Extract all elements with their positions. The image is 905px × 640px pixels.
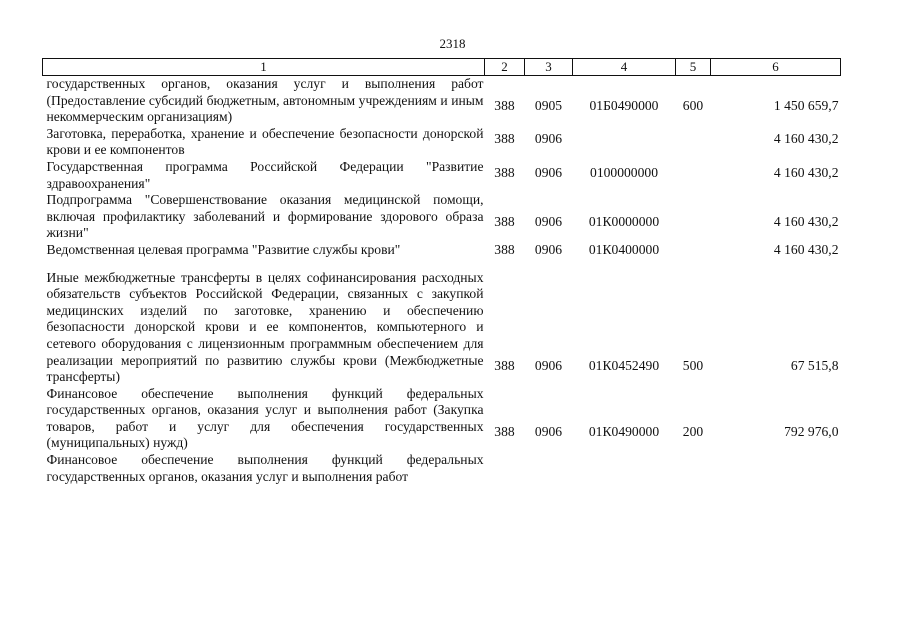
table-row: [43, 159, 841, 192]
column-header-csr: 4: [573, 59, 676, 76]
budget-table: [42, 58, 841, 485]
row-csr: 01К0000000: [588, 214, 660, 230]
row-name: государственных органов, оказания услуг и выполнения работ (Предоставление субсидий бюджетным, автономным учреждениям и иным некоммерческим организациям): [46, 76, 484, 125]
table-row: [43, 76, 841, 126]
row-ved: 388: [494, 424, 515, 440]
row-vr: [676, 242, 711, 270]
row-csr: 01К0490000: [588, 424, 660, 440]
row-ved: [485, 452, 525, 485]
column-header-vr: 5: [676, 59, 711, 76]
row-ved: 388: [494, 358, 515, 374]
row-sum: [711, 452, 841, 485]
table-row: [43, 270, 841, 386]
row-sum: 4 160 430,2: [773, 164, 839, 180]
row-ved: 388: [494, 98, 515, 114]
table-row: [43, 386, 841, 452]
row-name: Подпрограмма "Совершенствование оказания медицинской помощи, включая профилактику заболеваний и формирование здорового образа жизни": [46, 192, 484, 241]
row-rz: 0906: [534, 164, 563, 180]
row-name: Финансовое обеспечение выполнения функций федеральных государственных органов, оказания услуг и выполнения работ (Закупка товаров, работ и услуг для обеспечения государственных (муниципальных) нужд): [46, 385, 484, 451]
row-csr: 01К0452490: [588, 358, 660, 374]
row-rz: 0906: [534, 214, 563, 230]
row-name: Финансовое обеспечение выполнения функций федеральных государственных органов, оказания услуг и выполнения работ: [46, 452, 484, 484]
row-name: Государственная программа Российской Федерации "Развитие здравоохранения": [46, 158, 484, 191]
column-header-sum: 6: [711, 59, 841, 76]
table-row: [43, 242, 841, 270]
column-header-row: [43, 59, 841, 76]
column-header-name: 1: [43, 59, 485, 76]
row-sum: 67 515,8: [790, 358, 839, 374]
row-sum: 4 160 430,2: [773, 214, 839, 230]
row-vr: [676, 452, 711, 485]
row-rz: 0906: [534, 424, 563, 440]
row-csr: 01Б0490000: [589, 98, 659, 114]
column-header-ved: 2: [485, 59, 525, 76]
row-csr: [573, 126, 676, 159]
row-name: Ведомственная целевая программа "Развитие службы крови": [46, 241, 401, 257]
row-name: Заготовка, переработка, хранение и обеспечение безопасности донорской крови и ее компонентов: [46, 125, 484, 158]
row-rz: 0905: [534, 98, 563, 114]
table-row: [43, 192, 841, 242]
column-header-rz: 3: [525, 59, 573, 76]
row-sum: 792 976,0: [784, 424, 839, 440]
row-name: Иные межбюджетные трансферты в целях софинансирования расходных обязательств субъектов Российской Федерации, связанных с закупкой медицинских изделий по заготовке, хранению и обеспечению безопасности донорской крови и ее компонентов, компьютерного и сетевого оборудования с лицензионным программным обеспечением для реализации мероприятий по развитию службы крови (Межбюджетные трансферты): [46, 269, 484, 385]
row-ved: 388: [494, 241, 515, 257]
table-row: [43, 452, 841, 485]
row-vr: 500: [682, 358, 704, 374]
row-rz: 0906: [534, 358, 563, 374]
row-vr: 600: [682, 98, 704, 114]
row-ved: 388: [494, 214, 515, 230]
row-csr: [573, 452, 676, 485]
row-ved: 388: [494, 164, 515, 180]
row-rz: 0906: [534, 241, 563, 257]
row-vr: [676, 159, 711, 192]
row-rz: 0906: [534, 131, 563, 147]
row-vr: [676, 192, 711, 242]
row-vr: 200: [682, 424, 704, 440]
row-rz: [525, 452, 573, 485]
row-sum: 4 160 430,2: [773, 131, 839, 147]
page-number: 2318: [439, 36, 466, 51]
row-vr: [676, 126, 711, 159]
row-sum: 1 450 659,7: [773, 98, 839, 114]
row-csr: 01К0400000: [588, 241, 660, 257]
row-csr: 0100000000: [590, 164, 658, 180]
table-row: [43, 126, 841, 159]
row-sum: 4 160 430,2: [773, 241, 839, 257]
row-ved: 388: [494, 131, 515, 147]
